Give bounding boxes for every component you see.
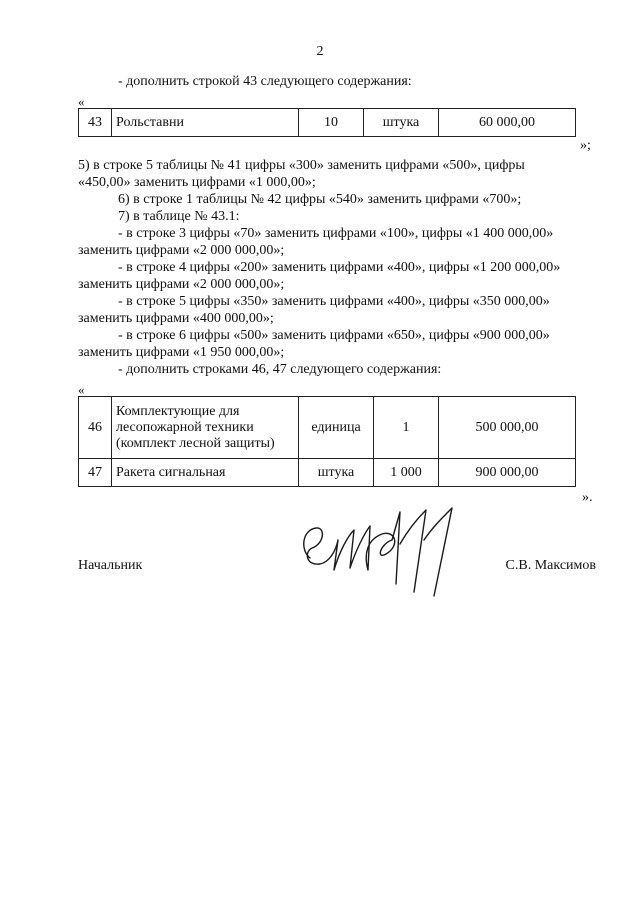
row-unit: штука — [299, 459, 374, 487]
item-5-line-2: «450,00» заменить цифрами «1 000,00»; — [78, 175, 316, 190]
row-qty: 10 — [299, 109, 364, 137]
item-5-line-1: 5) в строке 5 таблицы № 41 цифры «300» заменить цифрами «500», цифры — [78, 158, 525, 173]
handwritten-signature — [296, 500, 476, 600]
item-7: 7) в таблице № 43.1: — [118, 209, 240, 224]
row3-line-2: заменить цифрами «2 000 000,00»; — [78, 243, 285, 258]
signer-name: С.В. Максимов — [505, 558, 596, 573]
intro-line: - дополнить строкой 43 следующего содержания: — [118, 74, 412, 89]
row-price: 500 000,00 — [439, 397, 576, 459]
page-number: 2 — [316, 44, 324, 59]
row-number: 47 — [79, 459, 112, 487]
table-row-43 — [78, 108, 576, 137]
row-unit: штука — [364, 109, 439, 137]
row-number: 43 — [79, 109, 112, 137]
row-price: 900 000,00 — [439, 459, 576, 487]
table-row — [79, 109, 576, 137]
row-number: 46 — [79, 397, 112, 459]
row-unit: единица — [299, 397, 374, 459]
close-quote-2: ». — [582, 490, 593, 505]
intro-2: - дополнить строками 46, 47 следующего содержания: — [118, 362, 442, 377]
open-quote-2: « — [78, 382, 85, 397]
item-6: 6) в строке 1 таблицы № 42 цифры «540» заменить цифрами «700»; — [118, 192, 522, 207]
row3-line-1: - в строке 3 цифры «70» заменить цифрами «100», цифры «1 400 000,00» — [118, 226, 554, 241]
row-name: Рольставни — [112, 109, 299, 137]
table-row — [79, 397, 576, 459]
close-quote-1: »; — [580, 138, 591, 153]
row-qty: 1 — [374, 397, 439, 459]
row-qty: 1 000 — [374, 459, 439, 487]
row4-line-2: заменить цифрами «2 000 000,00»; — [78, 277, 285, 292]
row-price: 60 000,00 — [439, 109, 576, 137]
table-rows-46-47 — [78, 396, 576, 487]
signer-title: Начальник — [78, 558, 143, 573]
open-quote: « — [78, 94, 85, 109]
row5-line-2: заменить цифрами «400 000,00»; — [78, 311, 274, 326]
table-row — [79, 459, 576, 487]
row-name: Комплектующие для лесопожарной техники (комплект лесной защиты) — [112, 397, 299, 459]
row4-line-1: - в строке 4 цифры «200» заменить цифрами «400», цифры «1 200 000,00» — [118, 260, 561, 275]
row-name: Ракета сигнальная — [112, 459, 299, 487]
row6-line-1: - в строке 6 цифры «500» заменить цифрами «650», цифры «900 000,00» — [118, 328, 550, 343]
row5-line-1: - в строке 5 цифры «350» заменить цифрами «400», цифры «350 000,00» — [118, 294, 550, 309]
row6-line-2: заменить цифрами «1 950 000,00»; — [78, 345, 285, 360]
